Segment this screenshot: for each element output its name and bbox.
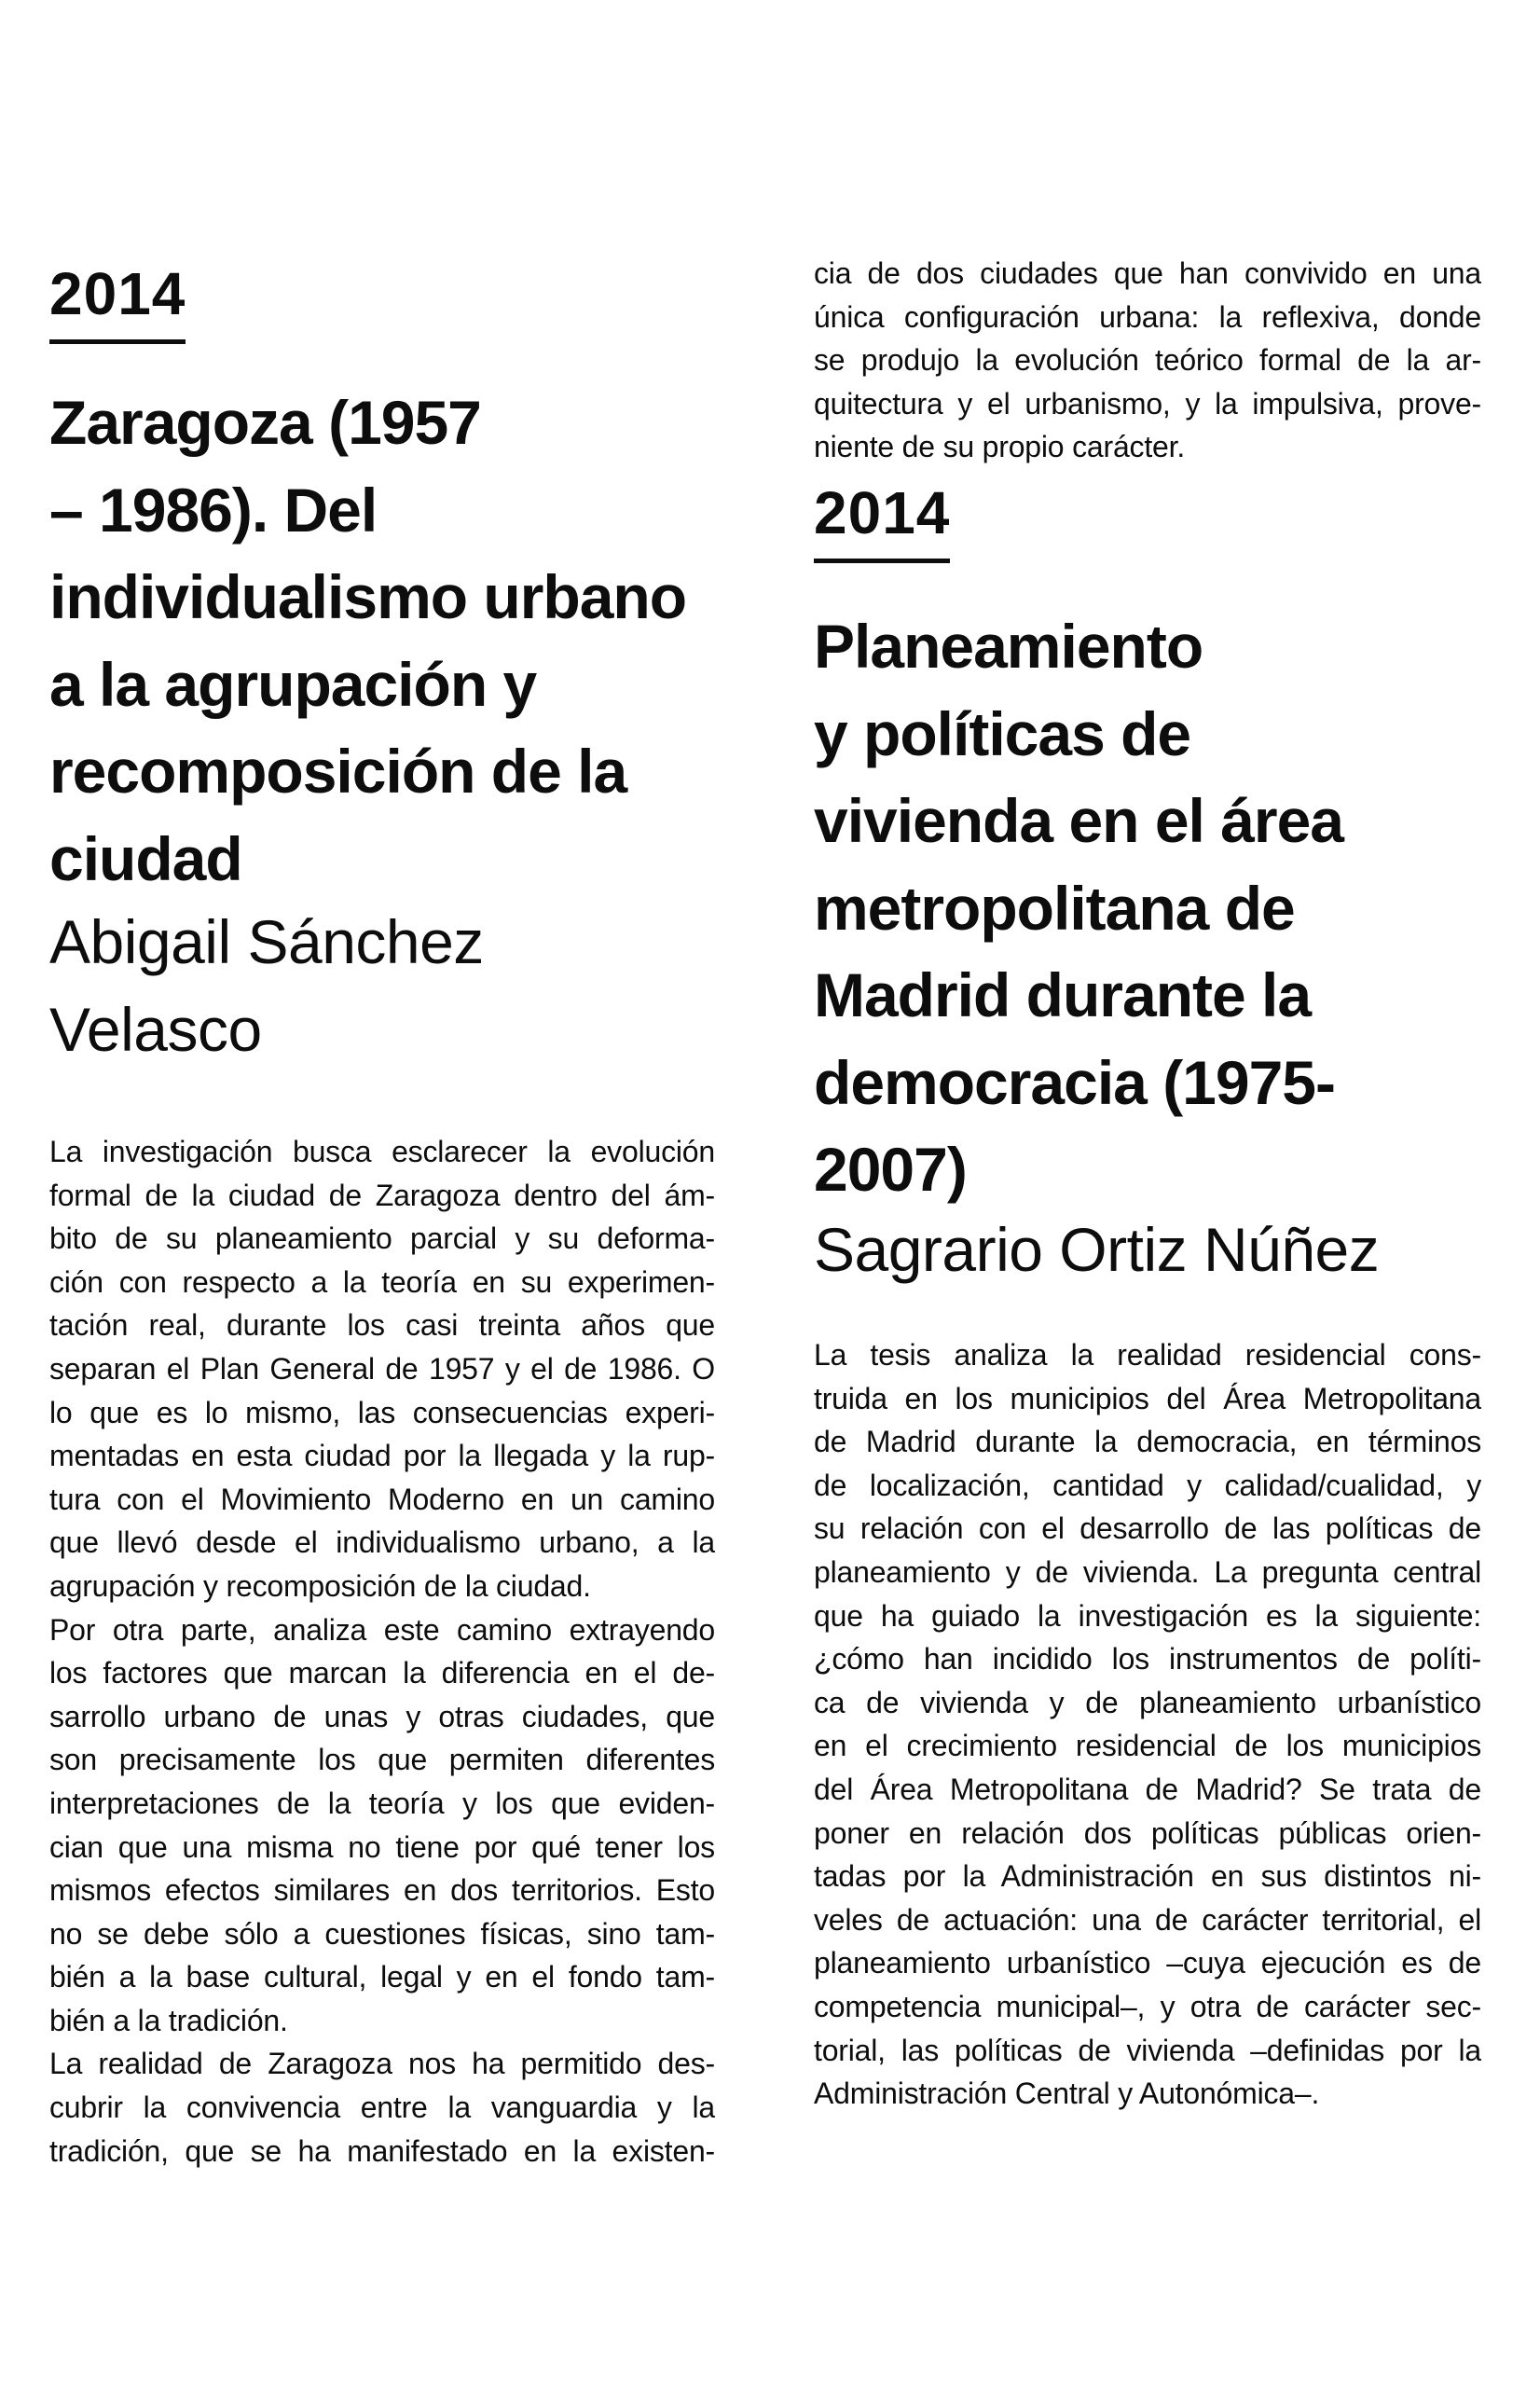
text-line: Planeamiento: [814, 612, 1203, 681]
text-line: Madrid durante la: [814, 960, 1312, 1029]
text-line: de localización, cantidad y calidad/cualidad, y: [814, 1468, 1481, 1502]
text-line: competencia municipal–, y otra de carácter sec-: [814, 1989, 1481, 2023]
right-entry-title: [814, 603, 1481, 1214]
text-line: del Área Metropolitana de Madrid? Se trata de: [814, 1772, 1481, 1806]
text-line: tación real, durante los casi treinta años que: [49, 1308, 715, 1343]
text-line: ciudad: [49, 823, 242, 893]
text-line: en el crecimiento residencial de los municipios: [814, 1729, 1481, 1763]
text-line: planeamiento urbanístico –cuya ejecución es de: [814, 1946, 1481, 1980]
right-year-heading: 2014: [814, 483, 950, 563]
text-line: a la agrupación y: [49, 649, 537, 719]
left-column: [49, 0, 715, 2387]
text-line: sarrollo urbano de unas y otras ciudades, que: [49, 1699, 715, 1733]
left-year-heading: 2014: [49, 264, 186, 344]
right-entry-author: [814, 1207, 1481, 1294]
right-continuation-text: [814, 252, 1481, 469]
text-line: mismos efectos similares en dos territorios. Esto: [49, 1873, 715, 1908]
text-line: 2007): [814, 1135, 967, 1204]
text-line: planeamiento y de vivienda. La pregunta central: [814, 1554, 1481, 1589]
text-line: Zaragoza (1957: [49, 388, 481, 457]
left-entry-abstract: [49, 1130, 715, 2173]
text-line: metropolitana de: [814, 873, 1295, 943]
text-line: bito de su planeamiento parcial y su deforma-: [49, 1221, 715, 1256]
text-line: cian que una misma no tiene por qué tener los: [49, 1829, 715, 1864]
text-line: veles de actuación: una de carácter territorial, el: [814, 1902, 1481, 1937]
text-line: cia de dos ciudades que han convivido en una: [814, 256, 1481, 290]
text-line: La tesis analiza la realidad residencial cons-: [814, 1338, 1481, 1372]
text-line: individualismo urbano: [49, 562, 687, 631]
text-line: que llevó desde el individualismo urbano, a la: [49, 1525, 715, 1560]
text-line: recomposición de la: [49, 737, 627, 806]
text-line: tadas por la Administración en sus distintos ni-: [814, 1859, 1481, 1894]
text-line: quitectura y el urbanismo, y la impulsiva, prove-: [814, 386, 1481, 421]
text-line: bién a la tradición.: [49, 2003, 288, 2037]
text-line: cubrir la convivencia entre la vanguardia y la: [49, 2090, 715, 2125]
right-column: [814, 0, 1481, 2387]
text-line: democracia (1975-: [814, 1047, 1335, 1117]
text-line: poner en relación dos políticas públicas orien-: [814, 1815, 1481, 1850]
text-line: truida en los municipios del Área Metropolitana: [814, 1381, 1481, 1415]
text-line: ¿cómo han incidido los instrumentos de políti-: [814, 1642, 1481, 1676]
right-entry-abstract: [814, 1333, 1481, 2116]
left-entry-author: [49, 899, 715, 1073]
text-line: única configuración urbana: la reflexiva, donde: [814, 299, 1481, 334]
text-line: Sagrario Ortiz Núñez: [814, 1215, 1380, 1284]
text-line: Administración Central y Autonómica–.: [814, 2077, 1320, 2111]
text-line: mentadas en esta ciudad por la llegada y la rup-: [49, 1439, 715, 1473]
text-line: Velasco: [49, 994, 262, 1064]
text-line: vivienda en el área: [814, 786, 1344, 855]
text-line: interpretaciones de la teoría y los que eviden-: [49, 1786, 715, 1820]
text-line: ción con respecto a la teoría en su experimen-: [49, 1264, 715, 1299]
text-line: su relación con el desarrollo de las políticas de: [814, 1511, 1481, 1546]
text-line: de Madrid durante la democracia, en términos: [814, 1425, 1481, 1459]
text-line: Abigail Sánchez: [49, 907, 484, 976]
left-entry-title: [49, 379, 715, 903]
text-line: que ha guiado la investigación es la siguiente:: [814, 1598, 1481, 1633]
text-line: niente de su propio carácter.: [814, 430, 1186, 464]
text-line: tura con el Movimiento Moderno en un camino: [49, 1482, 715, 1516]
text-line: se produjo la evolución teórico formal de la ar-: [814, 343, 1481, 378]
text-line: y políticas de: [814, 698, 1191, 768]
text-line: bién a la base cultural, legal y en el fondo tam-: [49, 1960, 715, 1994]
text-line: formal de la ciudad de Zaragoza dentro del ám-: [49, 1178, 715, 1212]
text-line: torial, las políticas de vivienda –definidas por la: [814, 2033, 1481, 2067]
text-line: Por otra parte, analiza este camino extrayendo: [49, 1612, 715, 1647]
text-line: tradición, que se ha manifestado en la existen-: [49, 2133, 715, 2168]
text-line: – 1986). Del: [49, 475, 378, 545]
text-line: son precisamente los que permiten diferentes: [49, 1743, 715, 1777]
text-line: La realidad de Zaragoza nos ha permitido des-: [49, 2047, 715, 2081]
text-line: separan el Plan General de 1957 y el de 1986. O: [49, 1351, 715, 1386]
text-line: lo que es lo mismo, las consecuencias experi-: [49, 1395, 715, 1429]
text-line: agrupación y recomposición de la ciudad.: [49, 1568, 591, 1603]
text-line: los factores que marcan la diferencia en el de-: [49, 1656, 715, 1690]
text-line: no se debe sólo a cuestiones físicas, sino tam-: [49, 1916, 715, 1951]
text-line: ca de vivienda y de planeamiento urbanístico: [814, 1685, 1481, 1719]
text-line: La investigación busca esclarecer la evolución: [49, 1135, 715, 1168]
